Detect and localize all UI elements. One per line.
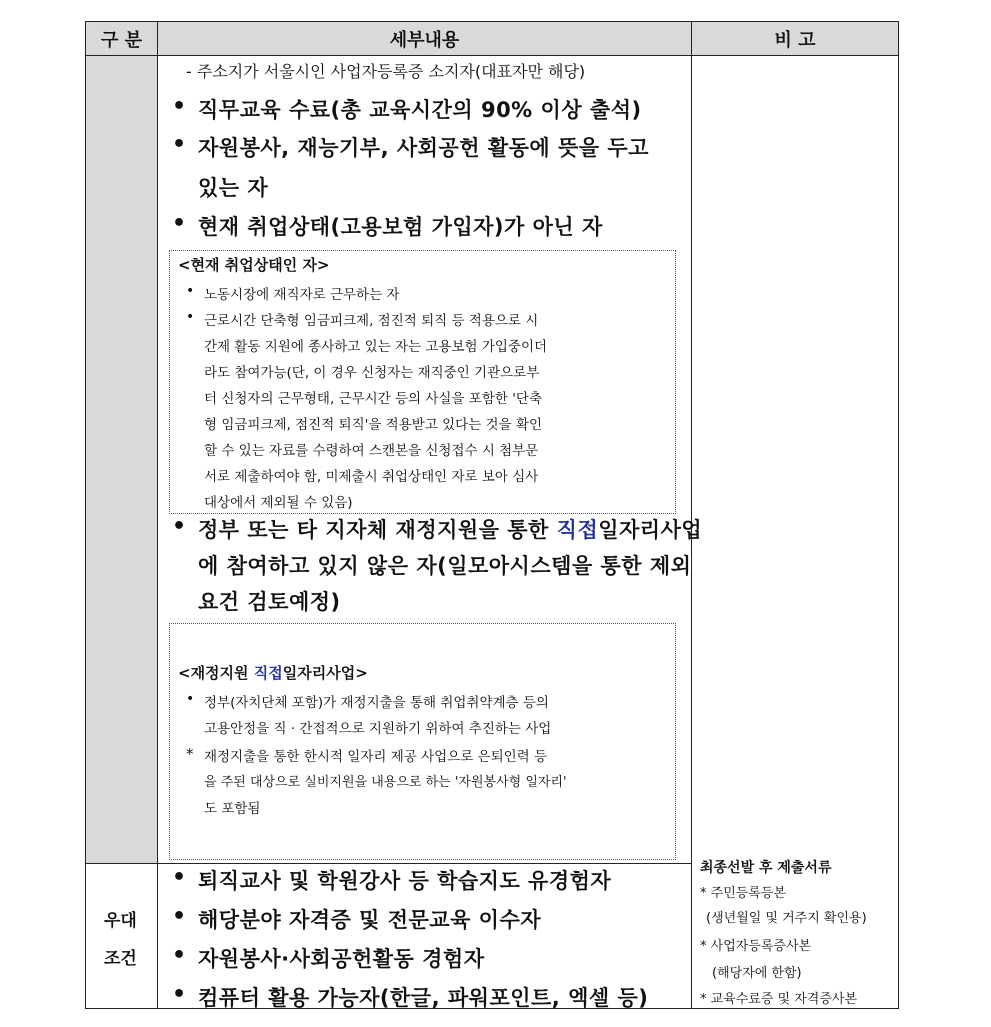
item5-line2: 에 참여하고 있지 않은 자(일모아시스템을 통한 제외 [198, 554, 692, 578]
remarks-line-3: * 사업자등록증사본 [700, 939, 812, 954]
item-volunteer: • 자원봉사, 재능기부, 사회공헌 활동에 뜻을 두고 [198, 132, 649, 162]
header-category: 구 분 [85, 21, 158, 56]
remarks-line-2: (생년월일 및 거주지 확인용) [706, 911, 867, 926]
job-program-definition-box [169, 623, 676, 860]
remarks-line-1: * 주민등록등본 [700, 886, 786, 901]
preferred-item-4: • 컴퓨터 활용 가능자(한글, 파워포인트, 엑셀 등) [198, 982, 648, 1012]
item5-pre: 정부 또는 타 지자체 재정지원을 통한 [198, 518, 557, 542]
box2-title [178, 662, 368, 683]
box1-bullet2-line7: 서로 제출하여야 함, 미제출시 취업상태인 자로 보아 심사 [204, 469, 539, 485]
box2-star-line2: 을 주된 대상으로 실비지원을 내용으로 하는 '자원봉사형 일자리' [204, 775, 567, 790]
header-remarks: 비 고 [691, 21, 899, 56]
box1-bullet2-line3: 라도 참여가능(단, 이 경우 신청자는 재직중인 기관으로부 [204, 365, 540, 381]
box1-bullet2-line5: 형 임금피크제, 점진적 퇴직'을 적용받고 있다는 것을 확인 [204, 417, 542, 433]
box1-bullet2-line2: 간제 활동 지원에 종사하고 있는 자는 고용보험 가입중이더 [204, 339, 548, 355]
preferred-item-3: • 자원봉사·사회공헌활동 경험자 [198, 943, 485, 973]
box2-bullet1-line2: 고용안정을 직 · 간접적으로 지원하기 위하여 추진하는 사업 [204, 721, 552, 737]
box1-bullet2-line6: 할 수 있는 자료를 수령하여 스캔본을 신청접수 시 첨부문 [204, 443, 539, 459]
preferred-item-1: • 퇴직교사 및 학원강사 등 학습지도 유경험자 [198, 865, 611, 895]
item5-post: 일자리사업 [598, 518, 703, 542]
box1-title: <현재 취업상태인 자> [178, 256, 330, 274]
preferred-label-line1: 우대 [104, 911, 137, 931]
remarks-line-4: (해당자에 한함) [712, 966, 802, 981]
preferred-label-line2: 조건 [104, 949, 137, 969]
remarks-line-5: * 교육수료증 및 자격증사본 [700, 992, 858, 1007]
box2-star-line3: 도 포함됨 [204, 801, 261, 817]
item-volunteer-cont: 있는 자 [198, 176, 269, 200]
row2-category-cell [85, 863, 158, 1009]
box2-title-pre: <재정지원 [178, 664, 254, 682]
item5-line3: 요건 검토예정) [198, 590, 341, 614]
row1-category-cell [85, 55, 158, 864]
header-details: 세부내용 [157, 21, 692, 56]
box2-title-highlight: 직접 [253, 664, 283, 682]
preferred-item-2: • 해당분야 자격증 및 전문교육 이수자 [198, 904, 541, 934]
box1-bullet2-line8: 대상에서 제외될 수 있음) [204, 495, 353, 511]
box1-bullet2-line1: • 근로시간 단축형 임금피크제, 점진적 퇴직 등 적용으로 시 [204, 309, 538, 329]
box1-bullet1: • 노동시장에 재직자로 근무하는 자 [204, 283, 399, 303]
item-not-employed: • 현재 취업상태(고용보험 가입자)가 아닌 자 [198, 211, 603, 241]
box2-star-line1: * 재정지출을 통한 한시적 일자리 제공 사업으로 은퇴인력 등 [204, 745, 547, 765]
item-no-job-program [198, 514, 702, 544]
item5-highlight: 직접 [556, 518, 599, 542]
address-sub-line: - 주소지가 서울시인 사업자등록증 소지자(대표자만 해당) [186, 62, 586, 81]
box2-bullet1-line1: • 정부(자치단체 포함)가 재정지출을 통해 취업취약계층 등의 [204, 691, 549, 711]
box1-bullet2-line4: 터 신청자의 근무형태, 근무시간 등의 사실을 포함한 '단축 [204, 391, 542, 407]
remarks-title: 최종선발 후 제출서류 [700, 860, 832, 876]
item-training: • 직무교육 수료(총 교육시간의 90% 이상 출석) [198, 94, 642, 124]
box2-title-post: 일자리사업> [282, 664, 368, 682]
